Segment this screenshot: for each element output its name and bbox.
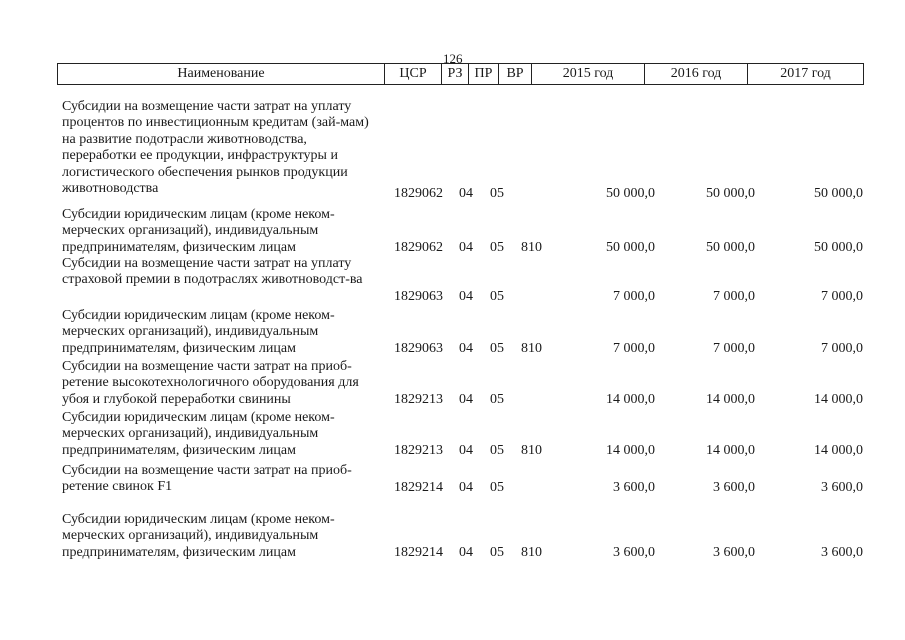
cell-y2016: 50 000,0 [706, 240, 755, 255]
cell-pr: 05 [490, 392, 504, 407]
cell-y2015: 14 000,0 [606, 443, 655, 458]
cell-rz: 04 [459, 341, 473, 356]
cell-csr: 1829062 [394, 240, 443, 255]
cell-pr: 05 [490, 186, 504, 201]
cell-y2017: 7 000,0 [821, 341, 863, 356]
header-pr: ПР [469, 64, 499, 84]
cell-y2017: 14 000,0 [814, 443, 863, 458]
cell-csr: 1829213 [394, 443, 443, 458]
cell-pr: 05 [490, 341, 504, 356]
cell-y2017: 3 600,0 [821, 480, 863, 495]
cell-pr: 05 [490, 480, 504, 495]
cell-pr: 05 [490, 443, 504, 458]
row-name: Субсидии юридическим лицам (кроме неком-мерческих организаций), индивидуальным предпринимателям, физическим лицам [62, 207, 335, 255]
cell-y2016: 3 600,0 [713, 480, 755, 495]
row-name: Субсидии на возмещение части затрат на приоб-ретение свинок F1 [62, 463, 352, 495]
row-name: Субсидии на возмещение части затрат на уплату страховой премии в подотраслях животноводст-ва [62, 256, 363, 288]
cell-y2016: 7 000,0 [713, 289, 755, 304]
row-name: Субсидии юридическим лицам (кроме неком-мерческих организаций), индивидуальным предпринимателям, физическим лицам [62, 410, 335, 458]
table-header [57, 63, 864, 85]
cell-y2017: 50 000,0 [814, 186, 863, 201]
cell-pr: 05 [490, 289, 504, 304]
header-vr: ВР [499, 64, 532, 84]
page-number: 126 [443, 51, 463, 66]
cell-rz: 04 [459, 186, 473, 201]
cell-csr: 1829213 [394, 392, 443, 407]
cell-y2017: 3 600,0 [821, 545, 863, 560]
cell-y2017: 14 000,0 [814, 392, 863, 407]
cell-y2017: 7 000,0 [821, 289, 863, 304]
cell-vr: 810 [521, 545, 542, 560]
cell-y2015: 7 000,0 [613, 289, 655, 304]
cell-y2016: 3 600,0 [713, 545, 755, 560]
cell-y2015: 3 600,0 [613, 545, 655, 560]
header-2017: 2017 год [780, 66, 831, 81]
cell-rz: 04 [459, 392, 473, 407]
cell-y2015: 14 000,0 [606, 392, 655, 407]
cell-csr: 1829214 [394, 545, 443, 560]
cell-pr: 05 [490, 545, 504, 560]
row-name: Субсидии юридическим лицам (кроме неком-мерческих организаций), индивидуальным предпринимателям, физическим лицам [62, 308, 335, 356]
cell-rz: 04 [459, 289, 473, 304]
cell-y2015: 3 600,0 [613, 480, 655, 495]
cell-y2017: 50 000,0 [814, 240, 863, 255]
row-name: Субсидии на возмещение части затрат на уплату процентов по инвестиционным кредитам (зай-мам) на развитие подотрасли животноводства, переработки ее продукции, инфраструктуры и логистического обеспечения рынков продукции животноводства [62, 99, 369, 197]
cell-vr: 810 [521, 240, 542, 255]
row-name: Субсидии юридическим лицам (кроме неком-мерческих организаций), индивидуальным предпринимателям, физическим лицам [62, 512, 335, 560]
cell-y2016: 14 000,0 [706, 392, 755, 407]
cell-csr: 1829063 [394, 289, 443, 304]
cell-y2015: 50 000,0 [606, 186, 655, 201]
cell-vr: 810 [521, 341, 542, 356]
cell-csr: 1829214 [394, 480, 443, 495]
row-name: Субсидии на возмещение части затрат на приоб-ретение высокотехнологичного оборудования для убоя и глубокой переработки свинины [62, 359, 359, 407]
cell-rz: 04 [459, 443, 473, 458]
cell-y2016: 14 000,0 [706, 443, 755, 458]
cell-csr: 1829062 [394, 186, 443, 201]
cell-rz: 04 [459, 545, 473, 560]
header-name: Наименование [58, 64, 385, 84]
header-2016: 2016 год [645, 64, 748, 84]
cell-y2016: 7 000,0 [713, 341, 755, 356]
cell-csr: 1829063 [394, 341, 443, 356]
header-rz: РЗ [442, 64, 469, 84]
cell-rz: 04 [459, 480, 473, 495]
cell-y2016: 50 000,0 [706, 186, 755, 201]
cell-vr: 810 [521, 443, 542, 458]
cell-rz: 04 [459, 240, 473, 255]
header-csr: ЦСР [385, 64, 442, 84]
cell-y2015: 50 000,0 [606, 240, 655, 255]
cell-pr: 05 [490, 240, 504, 255]
cell-y2015: 7 000,0 [613, 341, 655, 356]
header-2015: 2015 год [532, 64, 645, 84]
